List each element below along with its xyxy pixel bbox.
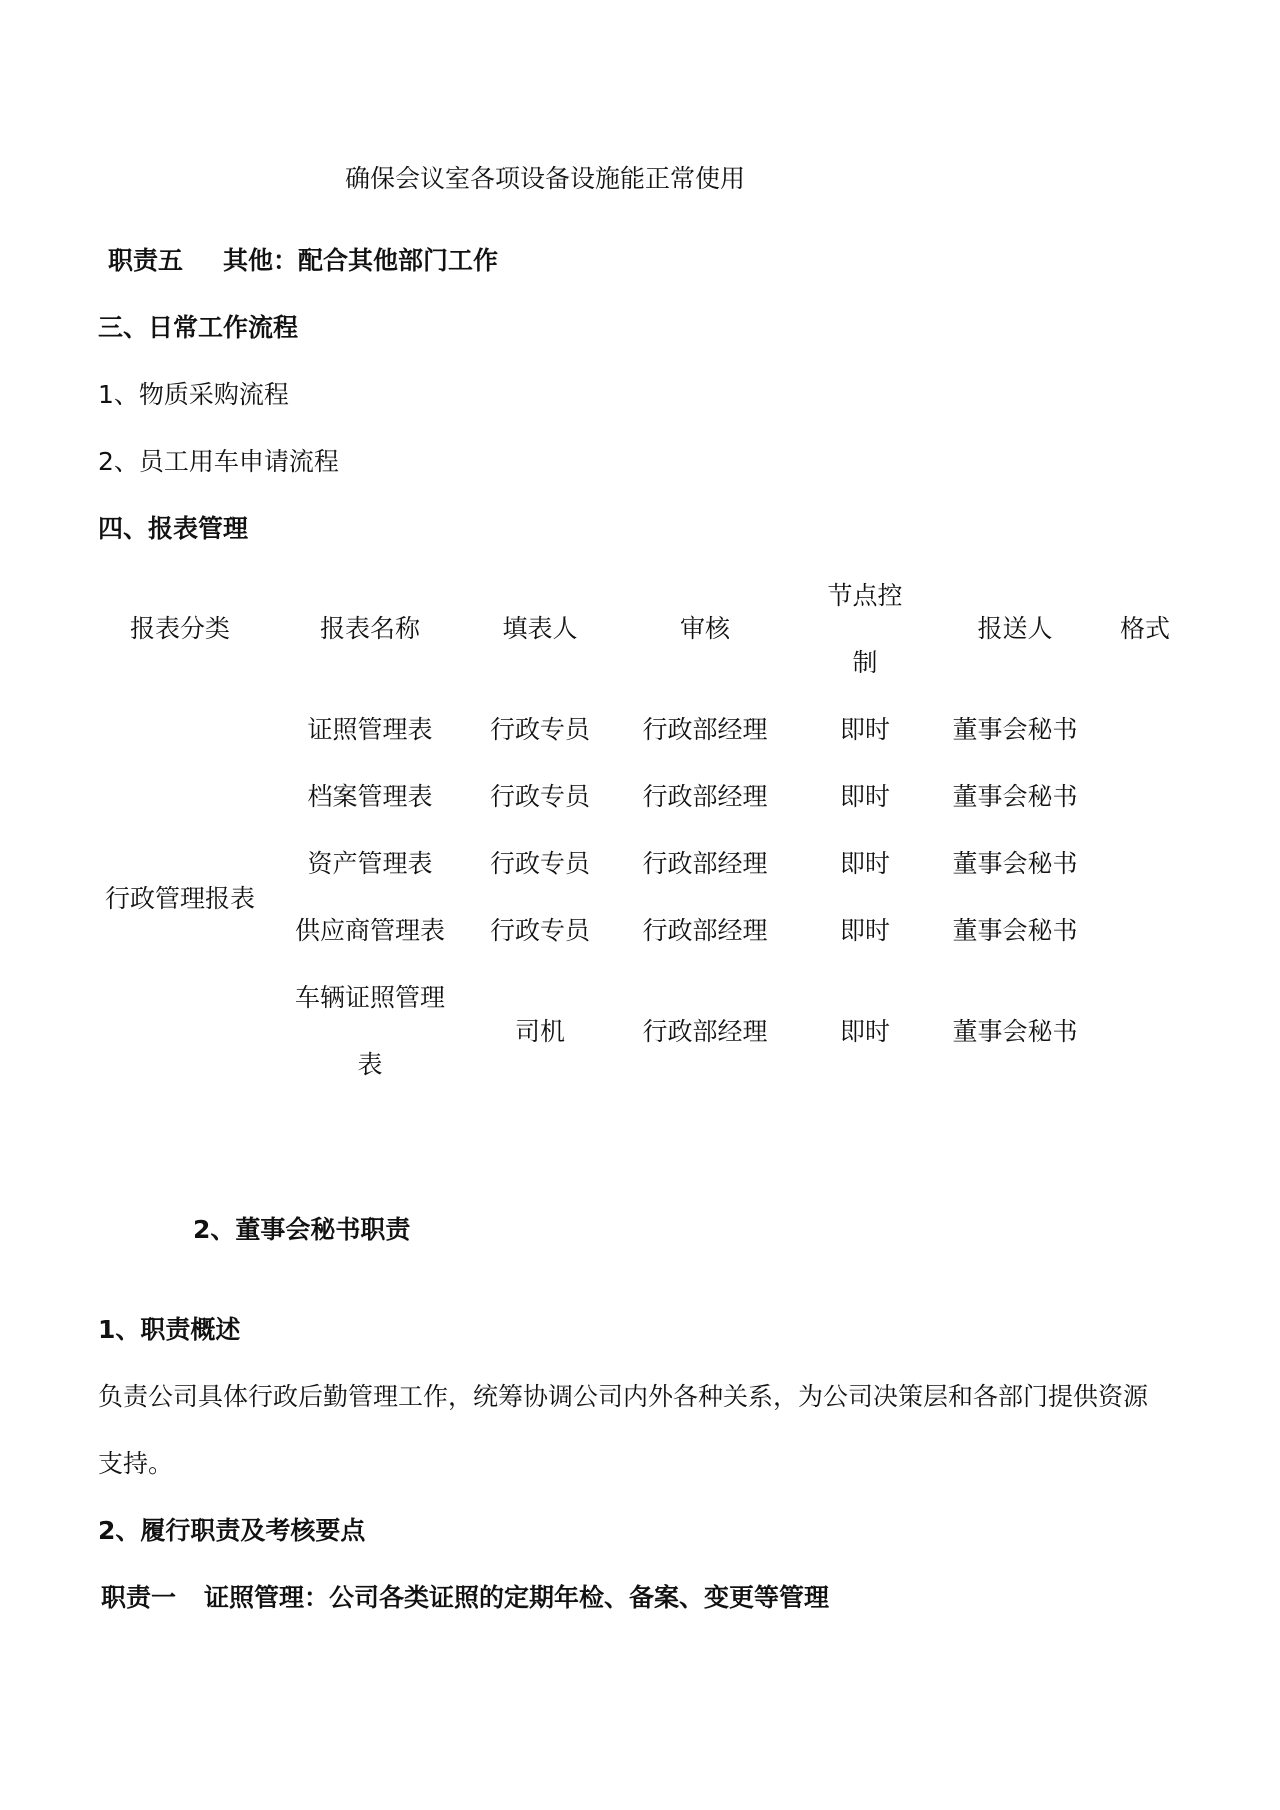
overview-heading: 1、职责概述	[98, 1315, 241, 1344]
row2-node: 即时	[839, 782, 890, 811]
header-node-line2: 制	[852, 648, 878, 677]
row4-sender: 董事会秘书	[952, 916, 1078, 945]
row3-filler: 行政专员	[489, 849, 590, 878]
row5-sender: 董事会秘书	[952, 1017, 1078, 1046]
row4-name: 供应商管理表	[294, 916, 445, 945]
duty1-label: 职责一	[101, 1583, 177, 1612]
row3-reviewer: 行政部经理	[642, 849, 768, 878]
row5-reviewer: 行政部经理	[642, 1017, 768, 1046]
section3-item-2: 2、员工用车申请流程	[98, 447, 339, 476]
category-cell: 行政管理报表	[104, 884, 255, 913]
row4-reviewer: 行政部经理	[642, 916, 768, 945]
row5-name-line2: 表	[357, 1050, 383, 1079]
header-name: 报表名称	[319, 614, 420, 643]
section3-heading: 三、日常工作流程	[98, 313, 299, 342]
row2-reviewer: 行政部经理	[642, 782, 768, 811]
header-filler: 填表人	[502, 614, 578, 643]
secretary-title: 2、董事会秘书职责	[193, 1215, 411, 1244]
row2-sender: 董事会秘书	[952, 782, 1078, 811]
duty1-line	[101, 1582, 829, 1614]
duty5-label: 职责五	[108, 246, 184, 275]
header-category: 报表分类	[129, 614, 230, 643]
row1-filler: 行政专员	[489, 715, 590, 744]
duty5-line	[108, 245, 498, 277]
row1-node: 即时	[839, 715, 890, 744]
row5-filler: 司机	[514, 1017, 565, 1046]
row1-reviewer: 行政部经理	[642, 715, 768, 744]
section4-heading: 四、报表管理	[98, 514, 249, 543]
header-sender: 报送人	[977, 614, 1053, 643]
row3-sender: 董事会秘书	[952, 849, 1078, 878]
duties-heading: 2、履行职责及考核要点	[98, 1516, 366, 1545]
row3-name: 资产管理表	[307, 849, 433, 878]
overview-line-1: 负责公司具体行政后勤管理工作，统筹协调公司内外各种关系，为公司决策层和各部门提供资源	[98, 1382, 1149, 1411]
row2-filler: 行政专员	[489, 782, 590, 811]
overview-line-2: 支持。	[98, 1449, 174, 1478]
header-reviewer: 审核	[679, 614, 730, 643]
row5-node: 即时	[839, 1017, 890, 1046]
row4-node: 即时	[839, 916, 890, 945]
row1-name: 证照管理表	[307, 715, 433, 744]
section3-item-1: 1、物质采购流程	[98, 380, 289, 409]
row1-sender: 董事会秘书	[952, 715, 1078, 744]
row2-name: 档案管理表	[307, 782, 433, 811]
header-format: 格式	[1119, 614, 1170, 643]
duty5-text: 其他：配合其他部门工作	[223, 246, 499, 275]
row4-filler: 行政专员	[489, 916, 590, 945]
header-node-line1: 节点控	[827, 581, 903, 610]
top-line: 确保会议室各项设备设施能正常使用	[345, 164, 746, 193]
duty1-text: 证照管理：公司各类证照的定期年检、备案、变更等管理	[204, 1583, 830, 1612]
row5-name-line1: 车辆证照管理	[294, 983, 445, 1012]
row3-node: 即时	[839, 849, 890, 878]
